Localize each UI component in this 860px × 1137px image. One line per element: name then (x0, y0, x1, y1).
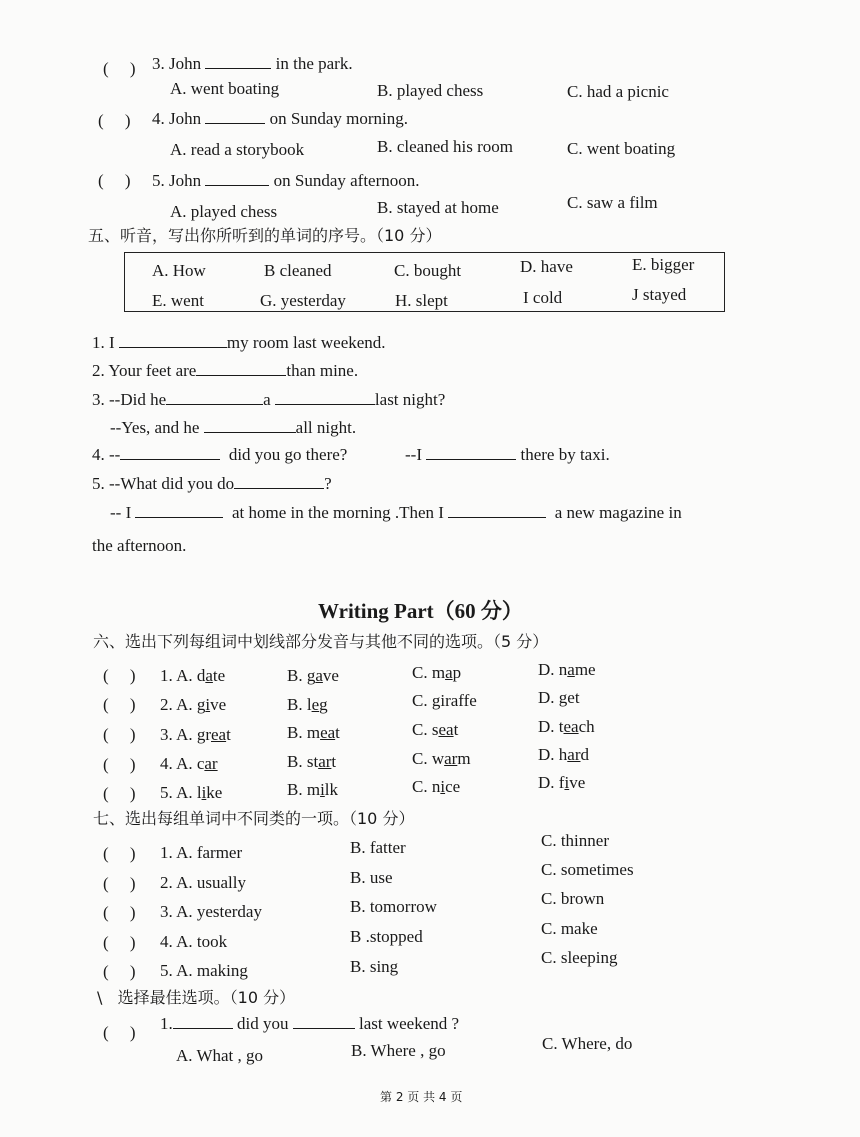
word-option: J stayed (632, 285, 687, 304)
phonics-a: 1. A. date (160, 666, 226, 685)
paren[interactable]: ( ) (103, 1023, 136, 1042)
option-b: B. cleaned his room (377, 137, 513, 156)
answer-blank[interactable] (120, 458, 220, 460)
fill-sentence-4a: 4. -- did you go there? (92, 445, 348, 464)
word-option: B cleaned (264, 261, 332, 280)
phonics-a: 4. A. car (160, 754, 218, 773)
answer-blank[interactable] (205, 122, 265, 124)
odd-one-c: C. sleeping (541, 948, 618, 967)
paren[interactable]: ( ) (98, 171, 131, 190)
phonics-d: D. five (538, 773, 586, 792)
phonics-c: C. warm (412, 749, 471, 768)
phonics-d: D. teach (538, 717, 595, 736)
phonics-b: B. leg (287, 695, 328, 714)
option-c: C. had a picnic (567, 82, 669, 101)
answer-blank[interactable] (293, 1027, 355, 1029)
word-option: G. yesterday (260, 291, 346, 310)
paren[interactable]: ( ) (103, 844, 136, 863)
odd-one-b: B. tomorrow (350, 897, 437, 916)
answer-blank[interactable] (204, 431, 296, 433)
section-heading: \ 选择最佳选项。（10 分） (97, 988, 296, 1007)
fill-sentence-3a: 3. --Did he a last night? (92, 390, 446, 409)
paren[interactable]: ( ) (103, 784, 136, 803)
paren[interactable]: ( ) (103, 903, 136, 922)
word-option: I cold (523, 288, 563, 307)
fill-sentence-4b: --I there by taxi. (405, 445, 610, 464)
option-c: C. went boating (567, 139, 676, 158)
answer-blank[interactable] (119, 346, 227, 348)
odd-one-b: B. fatter (350, 838, 406, 857)
answer-blank[interactable] (196, 374, 286, 376)
odd-one-c: C. brown (541, 889, 605, 908)
answer-blank[interactable] (426, 458, 516, 460)
paren[interactable]: ( ) (103, 725, 136, 744)
fill-sentence-5b: -- I at home in the morning .Then I a new magazine in (110, 503, 682, 522)
odd-one-c: C. make (541, 919, 598, 938)
answer-blank[interactable] (135, 516, 223, 518)
option-c: C. saw a film (567, 193, 658, 212)
phonics-d: D. hard (538, 745, 589, 764)
fill-sentence-3b: --Yes, and he all night. (110, 418, 357, 437)
answer-blank[interactable] (275, 403, 375, 405)
odd-one-a: 2. A. usually (160, 873, 246, 892)
fill-sentence-5a: 5. --What did you do ? (92, 474, 332, 493)
page-number: 第 2 页 共 4 页 (380, 1090, 463, 1104)
section-heading: 七、选出每组单词中不同类的一项。（10 分） (93, 809, 415, 828)
paren[interactable]: ( ) (103, 962, 136, 981)
answer-blank[interactable] (205, 184, 269, 186)
phonics-a: 3. A. great (160, 725, 231, 744)
option-a: A. read a storybook (170, 140, 305, 159)
phonics-b: B. milk (287, 780, 339, 799)
writing-part-title: Writing Part（60 分） (318, 599, 523, 623)
word-option: H. slept (395, 291, 448, 310)
question-4: 4. John on Sunday morning. (152, 109, 408, 128)
fill-sentence-5c: the afternoon. (92, 536, 187, 555)
paren[interactable]: ( ) (103, 874, 136, 893)
answer-blank[interactable] (173, 1027, 233, 1029)
fill-sentence-2: 2. Your feet are than mine. (92, 361, 359, 380)
odd-one-a: 1. A. farmer (160, 843, 243, 862)
phonics-b: B. gave (287, 666, 339, 685)
word-option: E. went (152, 291, 204, 310)
fill-sentence-1: 1. I my room last weekend. (92, 333, 386, 352)
odd-one-c: C. thinner (541, 831, 609, 850)
phonics-b: B. start (287, 752, 337, 771)
phonics-b: B. meat (287, 723, 340, 742)
answer-blank[interactable] (166, 403, 263, 405)
phonics-d: D. get (538, 688, 580, 707)
question-3: 3. John in the park. (152, 54, 353, 73)
paren[interactable]: ( ) (103, 59, 136, 78)
odd-one-c: C. sometimes (541, 860, 634, 879)
odd-one-b: B. sing (350, 957, 399, 976)
phonics-c: C. map (412, 663, 462, 682)
option-b: B. stayed at home (377, 198, 499, 217)
phonics-a: 5. A. like (160, 783, 223, 802)
word-option: E. bigger (632, 255, 695, 274)
option-a: A. went boating (170, 79, 280, 98)
phonics-c: C. nice (412, 777, 461, 796)
option-a: A. What , go (176, 1046, 264, 1065)
odd-one-a: 4. A. took (160, 932, 228, 951)
phonics-c: C. seat (412, 720, 459, 739)
option-c: C. Where, do (542, 1034, 633, 1053)
word-option: D. have (520, 257, 573, 276)
odd-one-a: 3. A. yesterday (160, 902, 262, 921)
odd-one-b: B .stopped (350, 927, 423, 946)
question-5: 5. John on Sunday afternoon. (152, 171, 420, 190)
paren[interactable]: ( ) (98, 111, 131, 130)
word-option: C. bought (394, 261, 462, 280)
phonics-c: C. giraffe (412, 691, 477, 710)
phonics-a: 2. A. give (160, 695, 227, 714)
odd-one-b: B. use (350, 868, 393, 887)
answer-blank[interactable] (234, 487, 324, 489)
odd-one-a: 5. A. making (160, 961, 248, 980)
answer-blank[interactable] (205, 67, 271, 69)
answer-blank[interactable] (448, 516, 546, 518)
paren[interactable]: ( ) (103, 666, 136, 685)
paren[interactable]: ( ) (103, 933, 136, 952)
best-choice-question-1: 1. did you last weekend ? (160, 1014, 460, 1033)
option-a: A. played chess (170, 202, 278, 221)
option-b: B. Where , go (351, 1041, 446, 1060)
section-heading: 五、听音，写出你所听到的单词的序号。（10 分） (88, 226, 442, 245)
word-option: A. How (152, 261, 206, 280)
paren[interactable]: ( ) (103, 695, 136, 714)
section-heading: 六、选出下列每组词中划线部分发音与其他不同的选项。（5 分） (93, 632, 549, 651)
option-b: B. played chess (377, 81, 484, 100)
paren[interactable]: ( ) (103, 755, 136, 774)
phonics-d: D. name (538, 660, 596, 679)
